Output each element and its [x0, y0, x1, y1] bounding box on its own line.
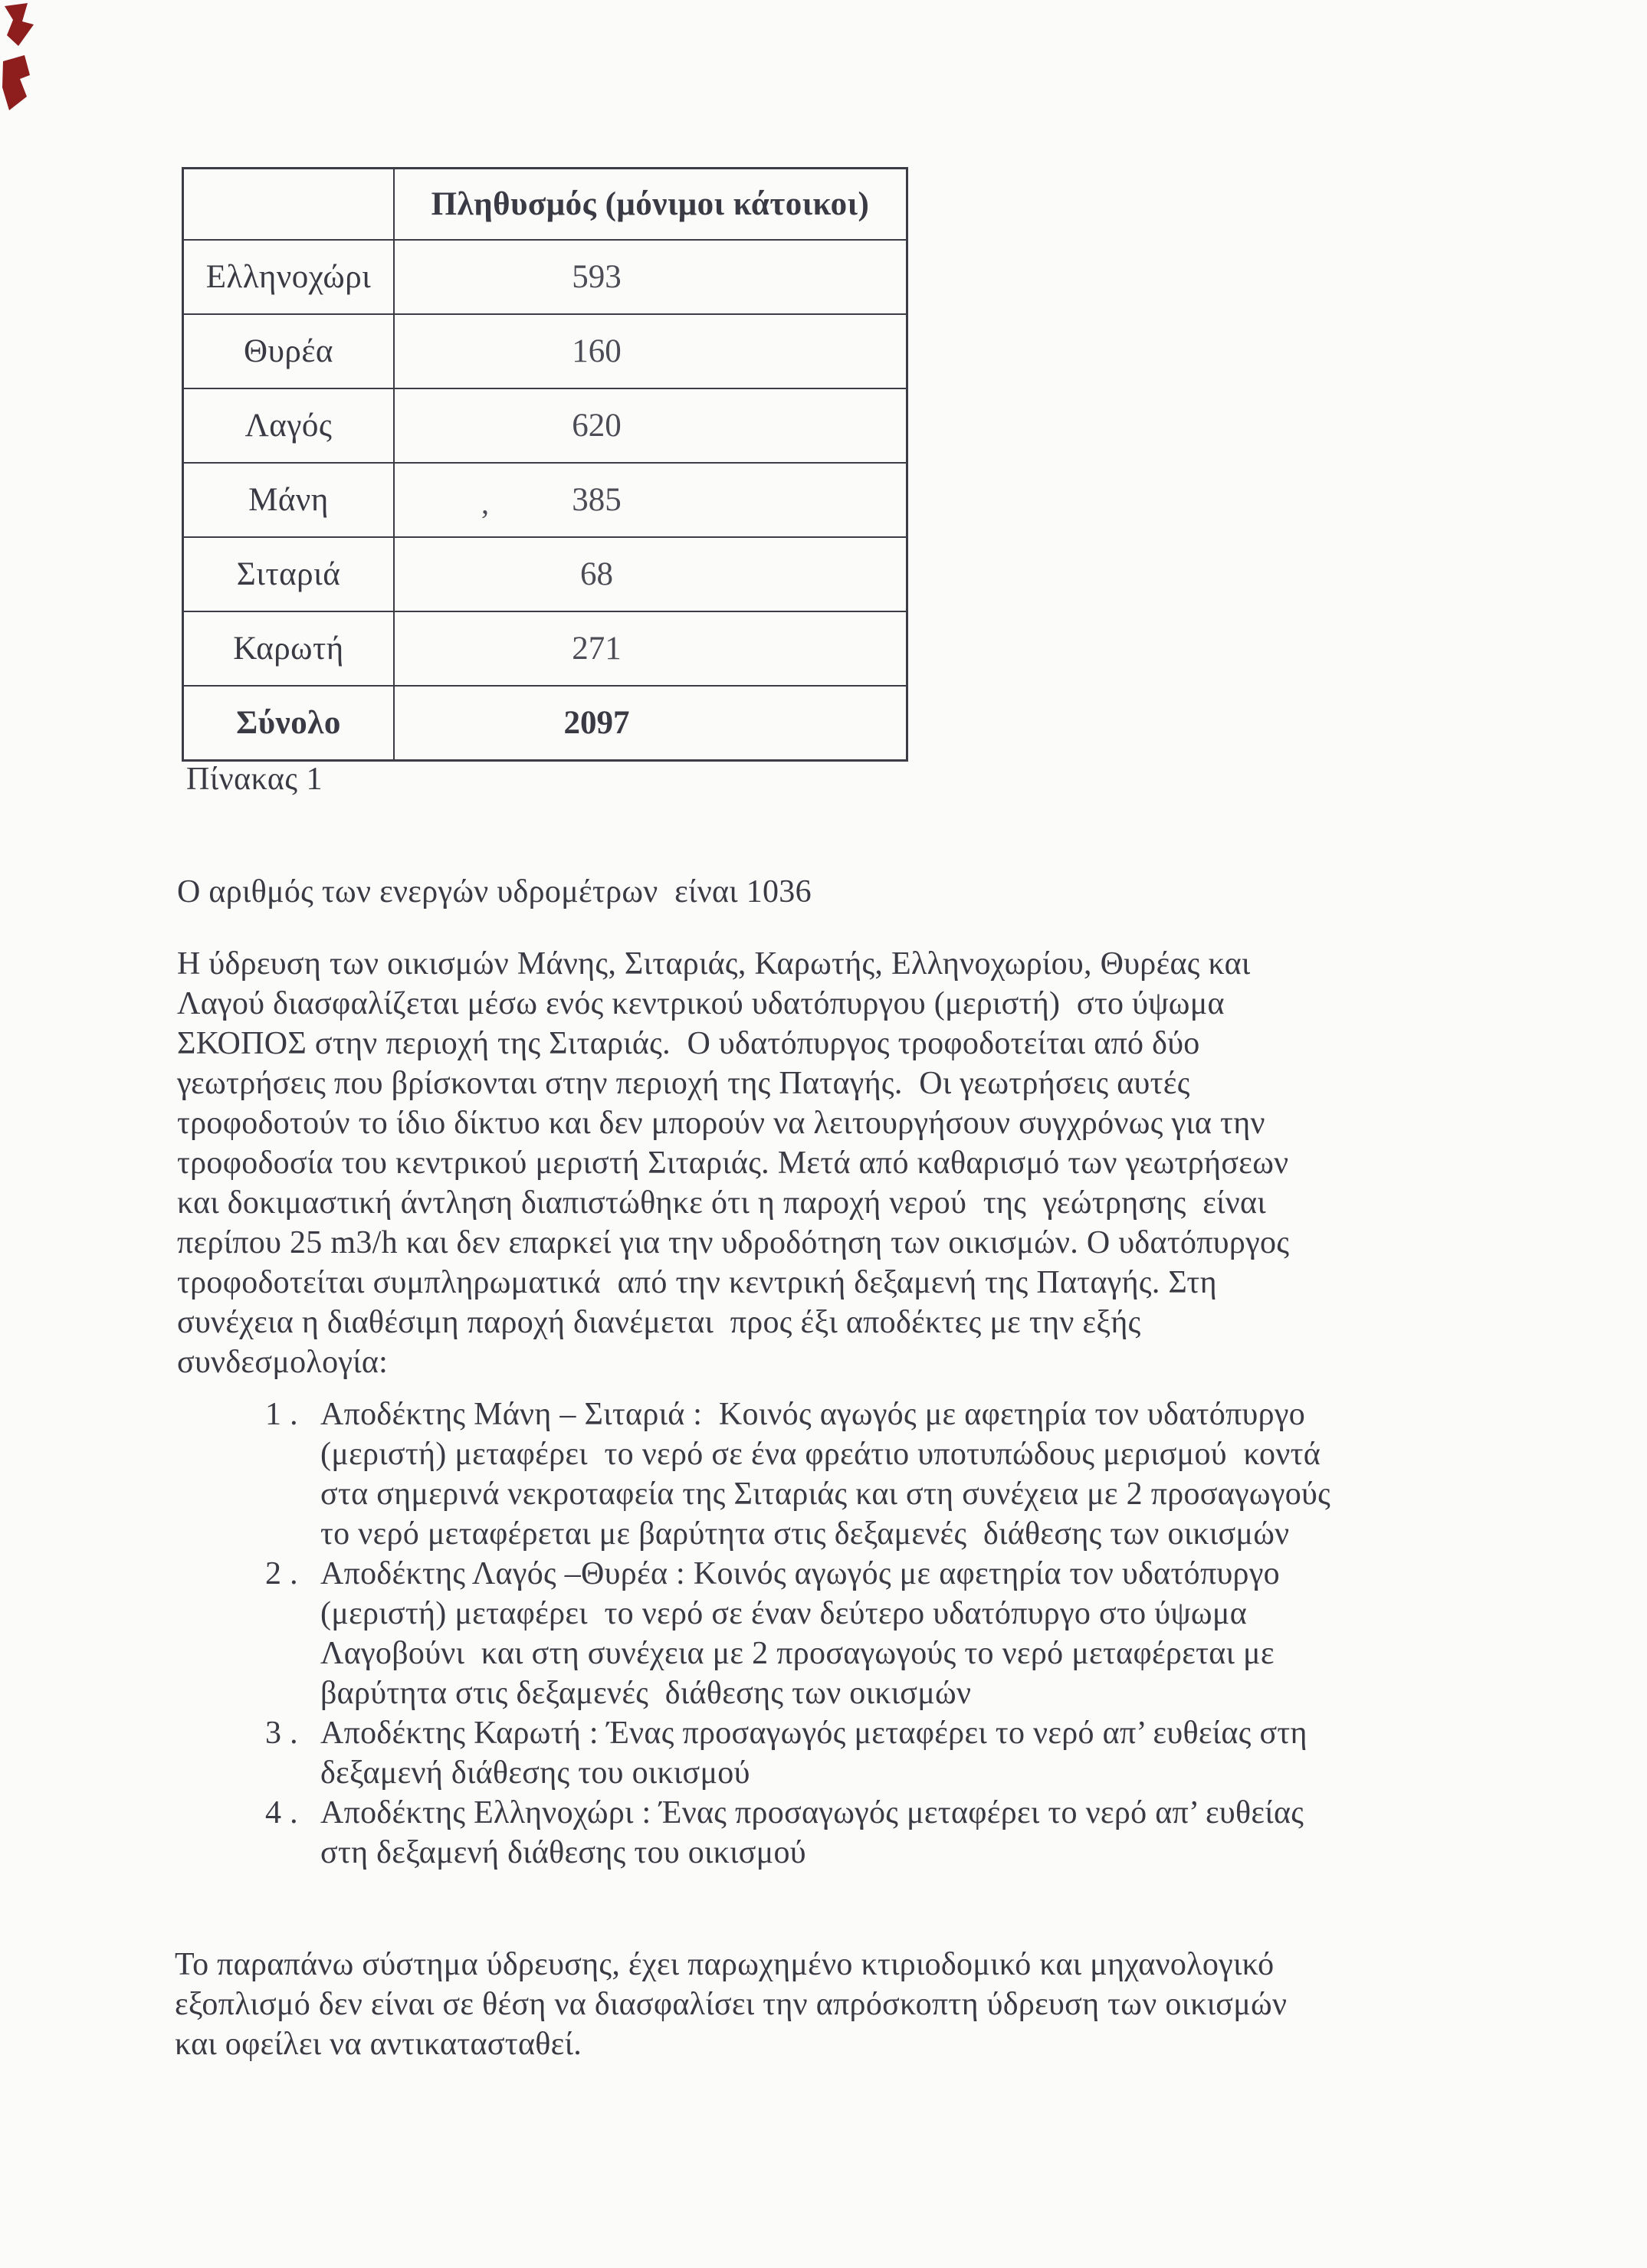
list-item-number: 4 .	[265, 1795, 298, 1830]
list-item-line: το νερό μεταφέρεται με βαρύτητα στις δεξαμενές διάθεσης των οικισμών	[320, 1516, 1290, 1552]
table-row	[184, 388, 906, 462]
row-value: 68	[580, 556, 613, 592]
paragraph-line: τροφοδοσία του κεντρικού μεριστή Σιταριάς. Μετά από καθαρισμό των γεωτρήσεων	[177, 1145, 1289, 1181]
list-item-line: στα σημερινά νεκροταφεία της Σιταριάς και στη συνέχεια με 2 προσαγωγούς	[320, 1476, 1331, 1512]
list-item-line: Αποδέκτης Ελληνοχώρι : Ένας προσαγωγός μεταφέρει το νερό απ’ ευθείας	[320, 1795, 1304, 1830]
intro-paragraph	[177, 872, 812, 912]
table-row	[184, 239, 906, 313]
connection-list	[265, 1395, 1330, 1873]
table-header-row	[184, 169, 906, 239]
row-value: 620	[572, 408, 622, 444]
scan-speck: ,	[481, 486, 489, 520]
table-row	[184, 536, 906, 611]
list-item-text	[320, 1793, 1330, 1873]
paragraph-line: εξοπλισμό δεν είναι σε θέση να διασφαλίσει την απρόσκοπτη ύδρευση των οικισμών	[175, 1987, 1288, 2022]
row-value: 2097	[563, 705, 630, 741]
table-row	[184, 462, 906, 536]
scan-artifact-icon	[2, 2, 55, 116]
paragraph-line: και οφείλει να αντικατασταθεί.	[175, 2027, 582, 2062]
list-item	[265, 1793, 1330, 1873]
row-label: Ελληνοχώρι	[184, 241, 395, 313]
paragraph-line: συνέχεια η διαθέσιμη παροχή διανέμεται προς έξι αποδέκτες με την εξής	[177, 1305, 1141, 1340]
paragraph-line: Λαγού διασφαλίζεται μέσω ενός κεντρικού υδατόπυργου (μεριστή) στο ύψωμα	[177, 986, 1225, 1021]
row-label: Σύνολο	[184, 687, 395, 759]
table-total-row	[184, 685, 906, 759]
list-item-number: 3 .	[265, 1716, 298, 1751]
paragraph-line: Η ύδρευση των οικισμών Μάνης, Σιταριάς, Καρωτής, Ελληνοχωρίου, Θυρέας και	[177, 946, 1251, 982]
row-value: 271	[572, 631, 622, 667]
list-item-line: βαρύτητα στις δεξαμενές διάθεσης των οικισμών	[320, 1676, 972, 1711]
row-label: Καρωτή	[184, 612, 395, 685]
row-label: Μάνη	[184, 464, 395, 536]
table-row	[184, 611, 906, 685]
table-header-cell: Πληθυσμός (μόνιμοι κάτοικοι)	[431, 186, 870, 222]
list-item-text	[320, 1395, 1330, 1554]
row-value: 593	[572, 259, 622, 295]
paragraph-line: τροφοδοτούν το ίδιο δίκτυο και δεν μπορούν να λειτουργήσουν συγχρόνως για την	[177, 1106, 1265, 1141]
list-item-line: στη δεξαμενή διάθεσης του οικισμού	[320, 1835, 806, 1870]
population-table	[182, 167, 908, 762]
list-item	[265, 1395, 1330, 1554]
table-header-empty-cell	[184, 169, 395, 239]
paragraph-line: Το παραπάνω σύστημα ύδρευσης, έχει παρωχημένο κτιριοδομικό και μηχανολογικό	[175, 1947, 1275, 1982]
table-caption: Πίνακας 1	[186, 762, 323, 797]
list-item	[265, 1713, 1330, 1793]
list-item-line: Αποδέκτης Λαγός –Θυρέα : Κοινός αγωγός με αφετηρία τον υδατόπυργο	[320, 1556, 1280, 1591]
intro-line: Ο αριθμός των ενεργών υδρομέτρων είναι 1036	[177, 874, 812, 909]
paragraph-line: περίπου 25 m3/h και δεν επαρκεί για την υδροδότηση των οικισμών. Ο υδατόπυργος	[177, 1225, 1290, 1260]
row-label: Σιταριά	[184, 538, 395, 611]
list-item-line: (μεριστή) μεταφέρει το νερό σε έναν δεύτερο υδατόπυργο στο ύψωμα	[320, 1596, 1247, 1631]
row-label: Θυρέα	[184, 315, 395, 388]
row-label: Λαγός	[184, 389, 395, 462]
list-item-line: δεξαμενή διάθεσης του οικισμού	[320, 1755, 750, 1791]
list-item-line: (μεριστή) μεταφέρει το νερό σε ένα φρεάτιο υποτυπώδους μερισμού κοντά	[320, 1437, 1321, 1472]
paragraph-line: συνδεσμολογία:	[177, 1345, 389, 1380]
list-item-line: Αποδέκτης Καρωτή : Ένας προσαγωγός μεταφέρει το νερό απ’ ευθείας στη	[320, 1716, 1307, 1751]
list-item-number: 2 .	[265, 1556, 298, 1591]
list-item-number: 1 .	[265, 1397, 298, 1432]
paragraph-line: γεωτρήσεις που βρίσκονται στην περιοχή της Παταγής. Οι γεωτρήσεις αυτές	[177, 1066, 1190, 1101]
main-paragraph	[177, 944, 1289, 1382]
list-item-text	[320, 1554, 1330, 1713]
closing-paragraph	[175, 1945, 1287, 2064]
row-value: 385	[572, 482, 622, 518]
paragraph-line: και δοκιμαστική άντληση διαπιστώθηκε ότι η παροχή νερού της γεώτρησης είναι	[177, 1185, 1266, 1221]
paragraph-line: ΣΚΟΠΟΣ στην περιοχή της Σιταριάς. Ο υδατόπυργος τροφοδοτείται από δύο	[177, 1026, 1200, 1061]
row-value: 160	[572, 333, 622, 369]
list-item-line: Λαγοβούνι και στη συνέχεια με 2 προσαγωγούς το νερό μεταφέρεται με	[320, 1636, 1275, 1671]
list-item-line: Αποδέκτης Μάνη – Σιταριά : Κοινός αγωγός με αφετηρία τον υδατόπυργο	[320, 1397, 1306, 1432]
list-item	[265, 1554, 1330, 1713]
paragraph-line: τροφοδοτείται συμπληρωματικά από την κεντρική δεξαμενή της Παταγής. Στη	[177, 1265, 1217, 1300]
list-item-text	[320, 1713, 1330, 1793]
